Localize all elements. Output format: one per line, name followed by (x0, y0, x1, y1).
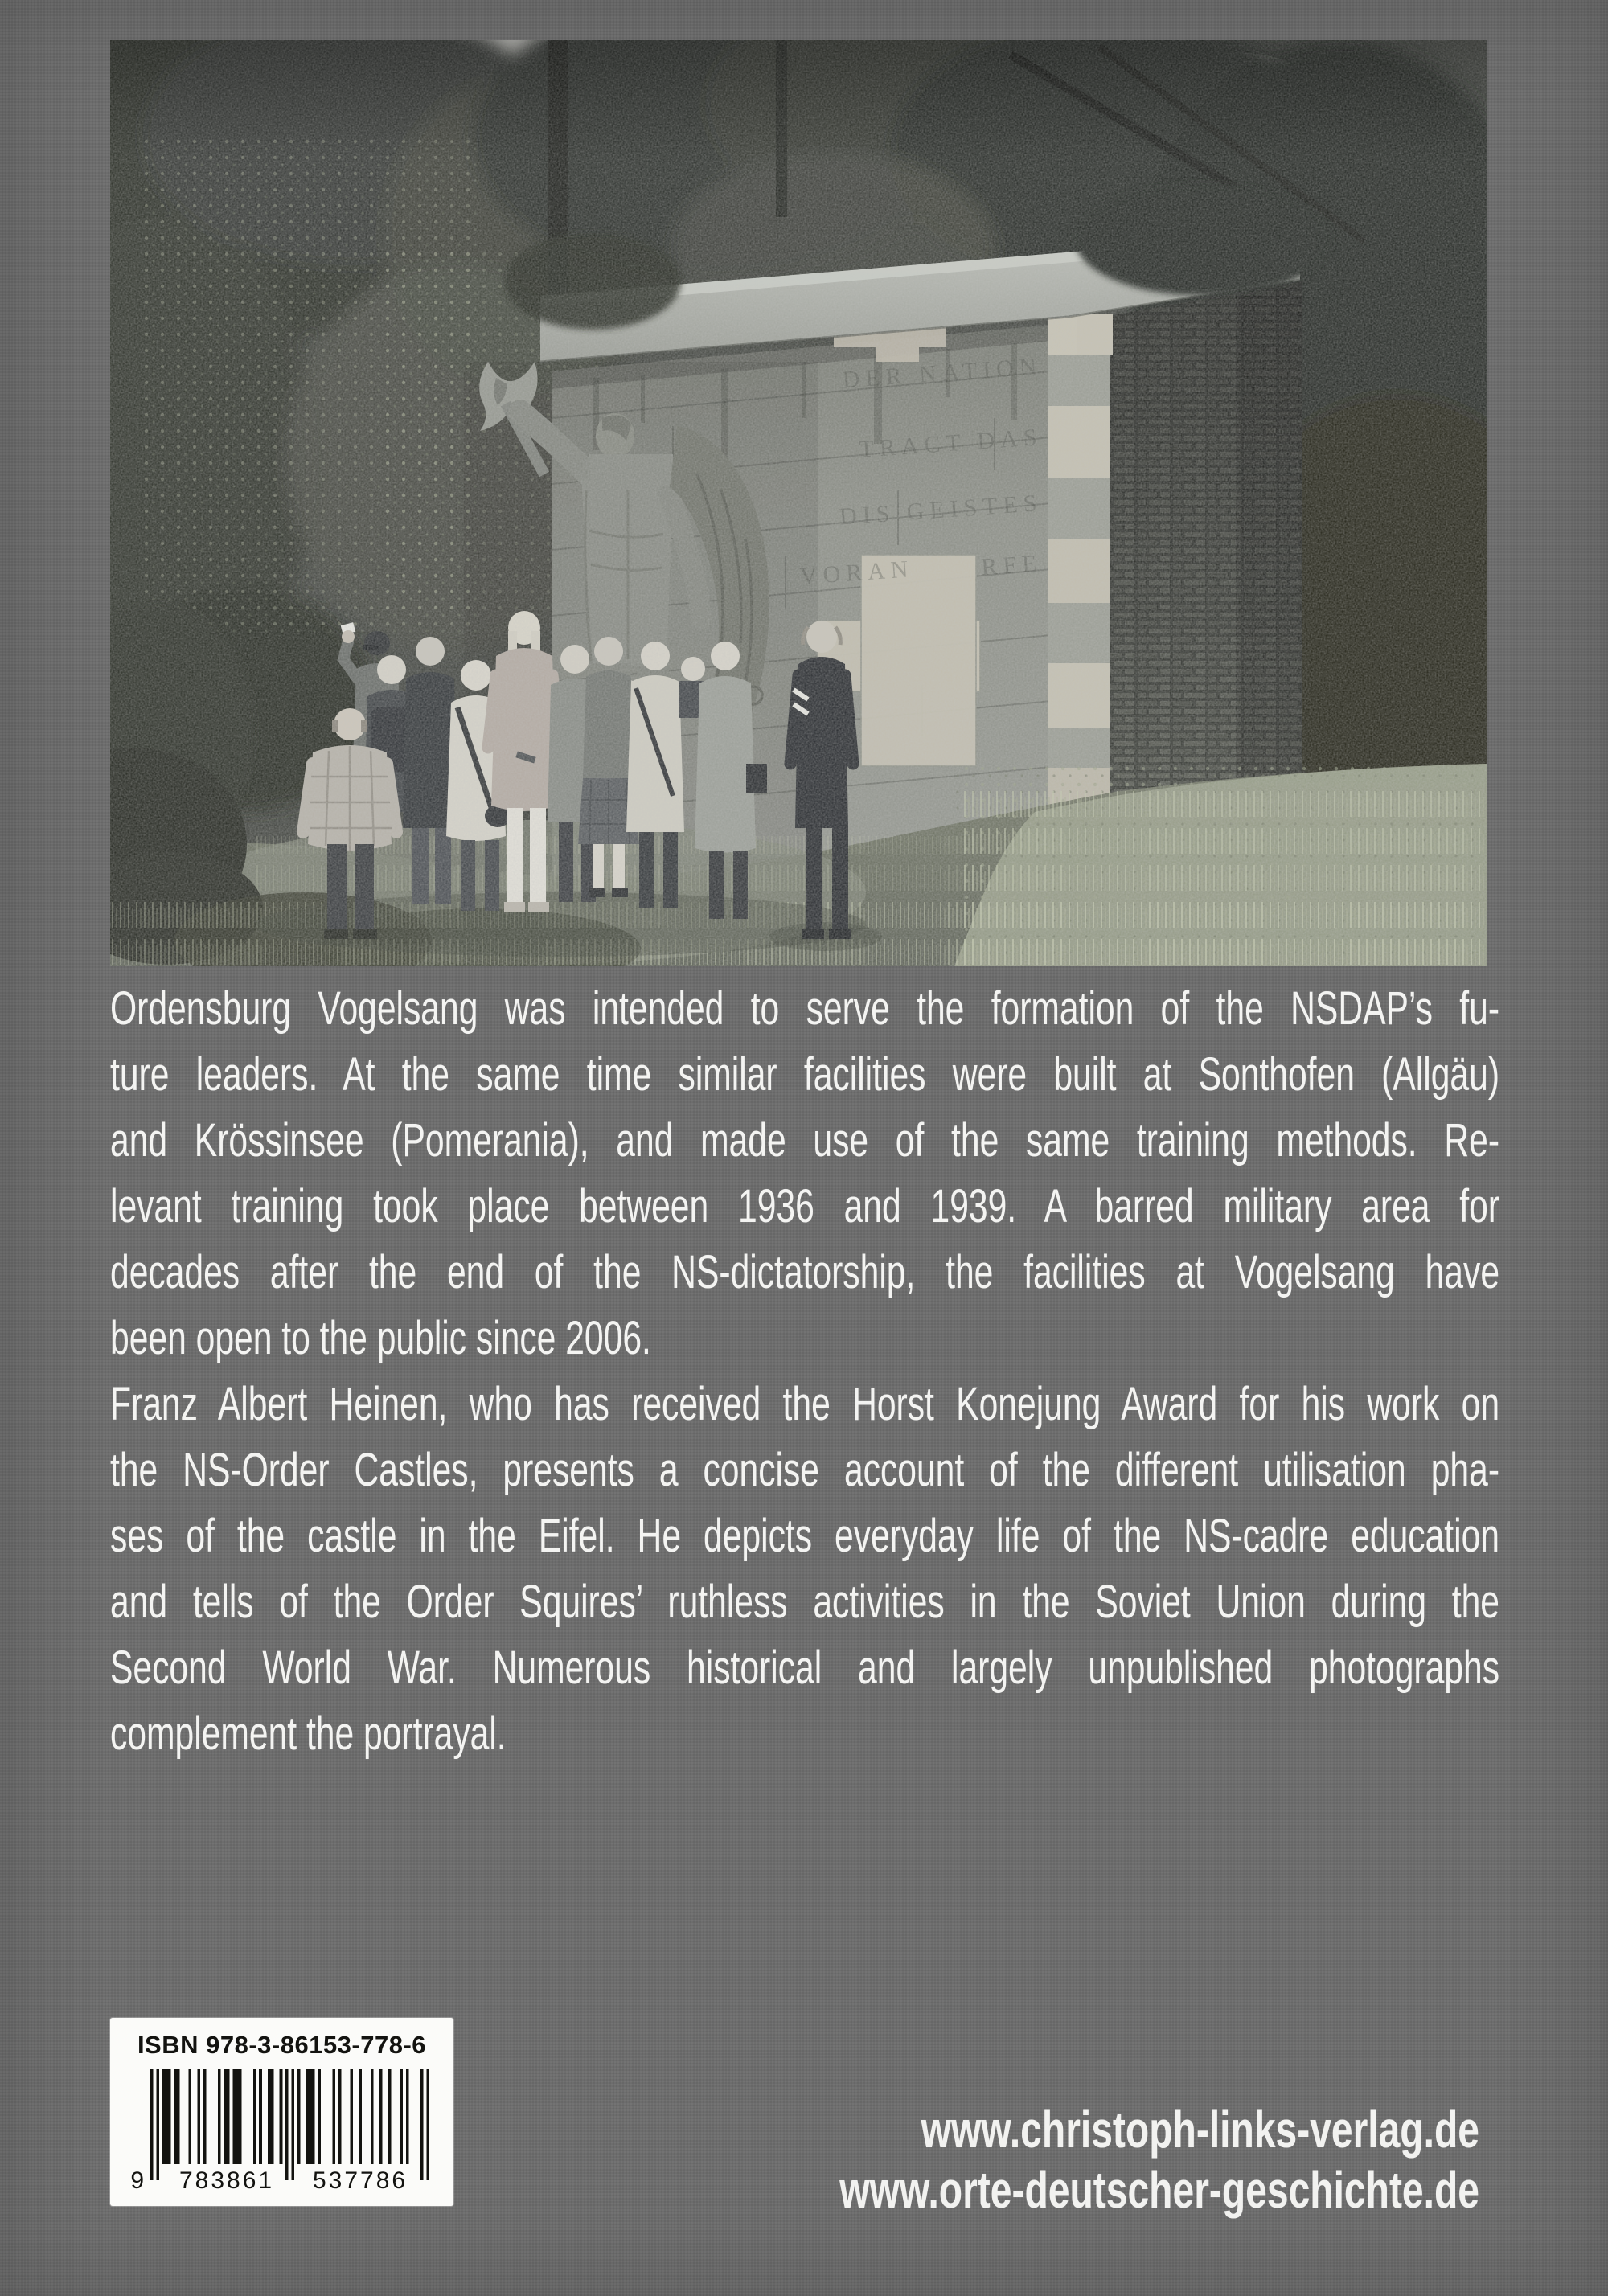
blurb-line: Ordensburg Vogelsang was intended to serve the formation of the NSDAP’s fu- (110, 982, 1500, 1035)
cover-photo (110, 40, 1487, 966)
blurb-line: decades after the end of the NS-dictatorship, the facilities at Vogelsang have (110, 1246, 1500, 1298)
blurb-line: Second World War. Numerous historical and largely unpublished photographs (110, 1642, 1500, 1694)
blurb-line: and Krössinsee (Pomerania), and made use of the same training methods. Re- (110, 1114, 1500, 1166)
publisher-urls (839, 2100, 1479, 2220)
blurb-line: ses of the castle in the Eifel. He depicts everyday life of the NS-cadre education (110, 1510, 1500, 1562)
blurb-line: been open to the public since 2006. (110, 1312, 651, 1364)
blurb-line: Franz Albert Heinen, who has received the Horst Konejung Award for his work on (110, 1378, 1500, 1430)
blurb-line: the NS-Order Castles, presents a concise account of the different utilisation pha- (110, 1444, 1500, 1496)
publisher-url: www.christoph-links-verlag.de (921, 2101, 1479, 2159)
blurb-line: and tells of the Order Squires’ ruthless activities in the Soviet Union during the (110, 1576, 1500, 1628)
barcode-left-group: 783861 (179, 2167, 275, 2194)
blurb-line: levant training took place between 1936 and 1939. A barred military area for (110, 1180, 1500, 1232)
isbn-label: ISBN 978-3-86153-778-6 (137, 2031, 427, 2059)
blurb-line: complement the portrayal. (110, 1708, 507, 1760)
blurb-line: ture leaders. At the same time similar facilities were built at Sonthofen (Allgäu) (110, 1048, 1500, 1101)
photo-grain (110, 40, 1487, 966)
photo-vignette (110, 40, 1487, 161)
blurb (110, 976, 1499, 1767)
barcode-right-group: 537786 (313, 2167, 408, 2194)
history-sites-url: www.orte-deutscher-geschichte.de (839, 2161, 1479, 2219)
ean13-barcode (150, 2069, 429, 2180)
isbn-barcode-box (110, 2018, 453, 2206)
barcode-digit-9: 9 (130, 2167, 144, 2194)
